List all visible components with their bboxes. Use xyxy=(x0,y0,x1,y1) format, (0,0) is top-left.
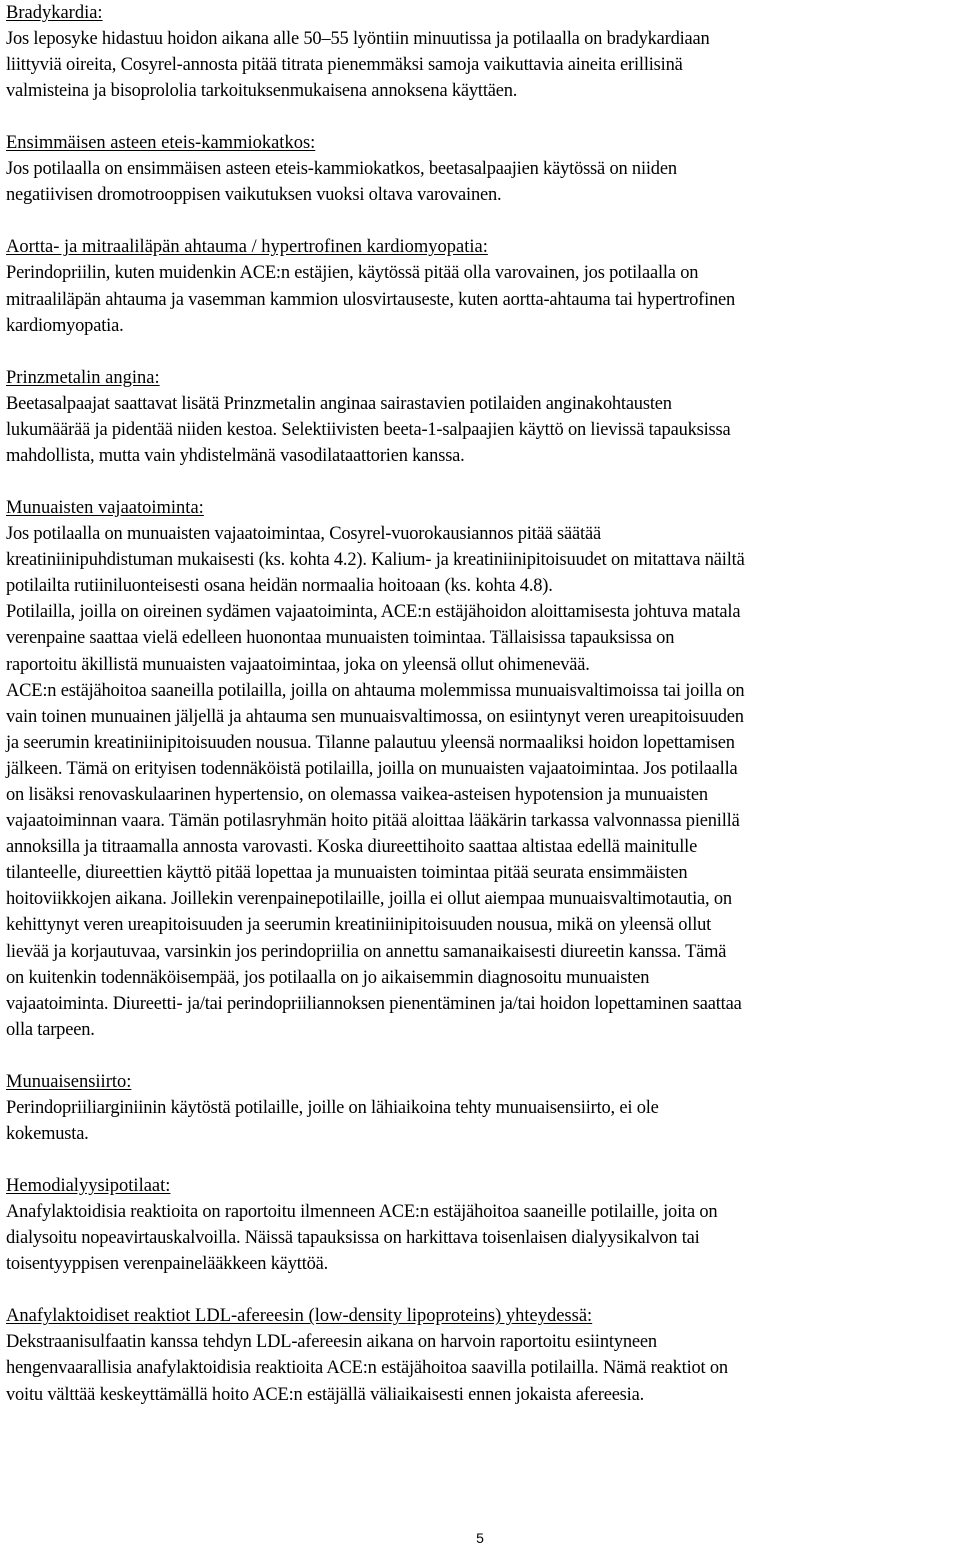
body-line: Jos potilaalla on ensimmäisen asteen eteis-kammiokatkos, beetasalpaajien käytössä on niiden xyxy=(6,159,677,180)
document-section xyxy=(6,1069,956,1147)
body-line: tilanteelle, diureettien käyttö pitää lopettaa ja munuaisten toimintaa pitää seurata ensimmäisten xyxy=(6,863,688,884)
body-line: kehittynyt veren ureapitoisuuden ja seerumin kreatiniinipitoisuuden nousua, mikä on yleensä ollut xyxy=(6,915,712,936)
section-heading: Bradykardia: xyxy=(6,3,103,23)
body-line: on lisäksi renovaskulaarinen hypertensio, on olemassa vaikea-asteisen hypotension ja munuaisten xyxy=(6,784,708,805)
section-heading: Ensimmäisen asteen eteis-kammiokatkos: xyxy=(6,133,316,154)
body-line: raportoitu äkillistä munuaisten vajaatoimintaa, joka on yleensä ollut ohimenevää. xyxy=(6,654,590,675)
section-body xyxy=(6,260,956,338)
body-line: voitu välttää keskeyttämällä hoito ACE:n estäjällä väliaikaisesti ennen jokaista afereesia. xyxy=(6,1384,645,1405)
body-line: ja seerumin kreatiniinipitoisuuden nousua. Tilanne palautuu yleensä normaaliksi hoidon lopettamisen xyxy=(6,732,735,753)
section-body xyxy=(6,156,956,208)
section-heading: Anafylaktoidiset reaktiot LDL-afereesin (low-density lipoproteins) yhteydessä: xyxy=(6,1306,593,1327)
body-line: toisentyyppisen verenpainelääkkeen käyttöä. xyxy=(6,1254,329,1275)
body-line: liittyviä oireita, Cosyrel-annosta pitää titrata pienemmäksi samoja vaikuttavia aineita erillisinä xyxy=(6,55,683,76)
document-section xyxy=(6,1303,956,1407)
body-line: Jos leposyke hidastuu hoidon aikana alle 50–55 lyöntiin minuutissa ja potilaalla on bradykardiaan xyxy=(6,29,710,49)
section-heading: Munuaisten vajaatoiminta: xyxy=(6,498,204,519)
section-body xyxy=(6,26,956,104)
body-line: verenpaine saattaa vielä edelleen huonontaa munuaisten toimintaa. Tällaisissa tapauksissa on xyxy=(6,628,675,649)
body-line: vajaatoiminnan vaara. Tämän potilasryhmän hoito pitää aloittaa lääkärin tarkassa valvonnassa pienillä xyxy=(6,811,740,832)
body-line: vain toinen munuainen jäljellä ja ahtauma sen munuaisvaltimossa, on esiintynyt veren ureapitoisuuden xyxy=(6,706,744,727)
body-line: ACE:n estäjähoitoa saaneilla potilailla, joilla on ahtauma molemmissa munuaisvaltimoissa tai joilla on xyxy=(6,680,745,701)
body-line: hengenvaarallisia anafylaktoidisia reaktioita ACE:n estäjähoitoa saavilla potilailla. Nämä reaktiot on xyxy=(6,1358,728,1379)
document-section xyxy=(6,1173,956,1277)
document-page xyxy=(6,0,956,1434)
body-line: Anafylaktoidisia reaktioita on raportoitu ilmenneen ACE:n estäjähoitoa saaneille potilaille, joita on xyxy=(6,1202,718,1223)
body-line: Beetasalpaajat saattavat lisätä Prinzmetalin anginaa sairastavien potilaiden anginakohtausten xyxy=(6,393,672,414)
page-number: 5 xyxy=(476,1530,484,1546)
body-line: dialysoitu nopeavirtauskalvoilla. Näissä tapauksissa on harkittava toisenlaisen dialyysikalvon tai xyxy=(6,1228,700,1249)
body-line: vajaatoiminta. Diureetti- ja/tai perindopriiliannoksen pienentäminen ja/tai hoidon lopettaminen saattaa xyxy=(6,993,742,1014)
section-heading: Prinzmetalin angina: xyxy=(6,367,160,388)
section-body xyxy=(6,521,956,1043)
body-line: Perindopriiliarginiinin käytöstä potilaille, joille on lähiaikoina tehty munuaisensiirto, ei ole xyxy=(6,1097,659,1118)
body-line: mitraaliläpän ahtauma ja vasemman kammion ulosvirtauseste, kuten aortta-ahtauma tai hypertrofinen xyxy=(6,289,736,310)
section-heading: Hemodialyysipotilaat: xyxy=(6,1176,171,1197)
body-line: Perindopriilin, kuten muidenkin ACE:n estäjien, käytössä pitää olla varovainen, jos potilaalla on xyxy=(6,263,699,284)
document-section xyxy=(6,365,956,469)
body-line: Potilailla, joilla on oireinen sydämen vajaatoiminta, ACE:n estäjähoidon aloittamisesta johtuva matala xyxy=(6,602,741,623)
body-line: kreatiniinipuhdistuman mukaisesti (ks. kohta 4.2). Kalium- ja kreatiniinipitoisuudet on mitattava näiltä xyxy=(6,550,745,571)
body-line: jälkeen. Tämä on erityisen todennäköistä potilailla, joilla on munuaisten vajaatoimintaa. Jos potilaalla xyxy=(6,758,738,779)
section-body xyxy=(6,1329,956,1407)
section-heading: Aortta- ja mitraaliläpän ahtauma / hypertrofinen kardiomyopatia: xyxy=(6,237,488,258)
body-line: valmisteina ja bisoprololia tarkoituksenmukaisena annoksena käyttäen. xyxy=(6,81,518,102)
body-line: potilailta rutiiniluonteisesti osana heidän normaalia hoitoaan (ks. kohta 4.8). xyxy=(6,576,553,597)
document-section xyxy=(6,130,956,208)
section-heading: Munuaisensiirto: xyxy=(6,1071,132,1092)
body-line: olla tarpeen. xyxy=(6,1019,95,1040)
document-section xyxy=(6,495,956,1043)
document-section xyxy=(6,0,956,104)
body-line: Dekstraanisulfaatin kanssa tehdyn LDL-afereesin aikana on harvoin raportoitu esiintyneen xyxy=(6,1332,657,1353)
body-line: negatiivisen dromotrooppisen vaikutuksen vuoksi oltava varovainen. xyxy=(6,185,502,206)
body-line: lievää ja korjautuvaa, varsinkin jos perindopriilia on annettu samanaikaisesti diureetin kanssa. Tämä xyxy=(6,941,727,962)
section-body xyxy=(6,1199,956,1277)
body-line: kardiomyopatia. xyxy=(6,315,124,336)
section-body xyxy=(6,1095,956,1147)
section-body xyxy=(6,391,956,469)
body-line: lukumäärää ja pidentää niiden kestoa. Selektiivisten beeta-1-salpaajien käyttö on lievissä tapauksissa xyxy=(6,419,731,440)
body-line: annoksilla ja titraamalla annosta varovasti. Koska diureettihoito saattaa altistaa edellä mainitulle xyxy=(6,837,698,858)
body-line: kokemusta. xyxy=(6,1124,89,1144)
body-line: hoitoviikkojen aikana. Joillekin verenpainepotilaille, joilla ei ollut aiempaa munuaisvaltimotautia, on xyxy=(6,889,732,910)
body-line: mahdollista, mutta vain yhdistelmänä vasodilataattorien kanssa. xyxy=(6,445,465,466)
document-section xyxy=(6,234,956,338)
body-line: Jos potilaalla on munuaisten vajaatoimintaa, Cosyrel-vuorokausiannos pitää säätää xyxy=(6,524,601,545)
body-line: on kuitenkin todennäköisempää, jos potilaalla on jo aikaisemmin diagnosoitu munuaisten xyxy=(6,967,650,988)
